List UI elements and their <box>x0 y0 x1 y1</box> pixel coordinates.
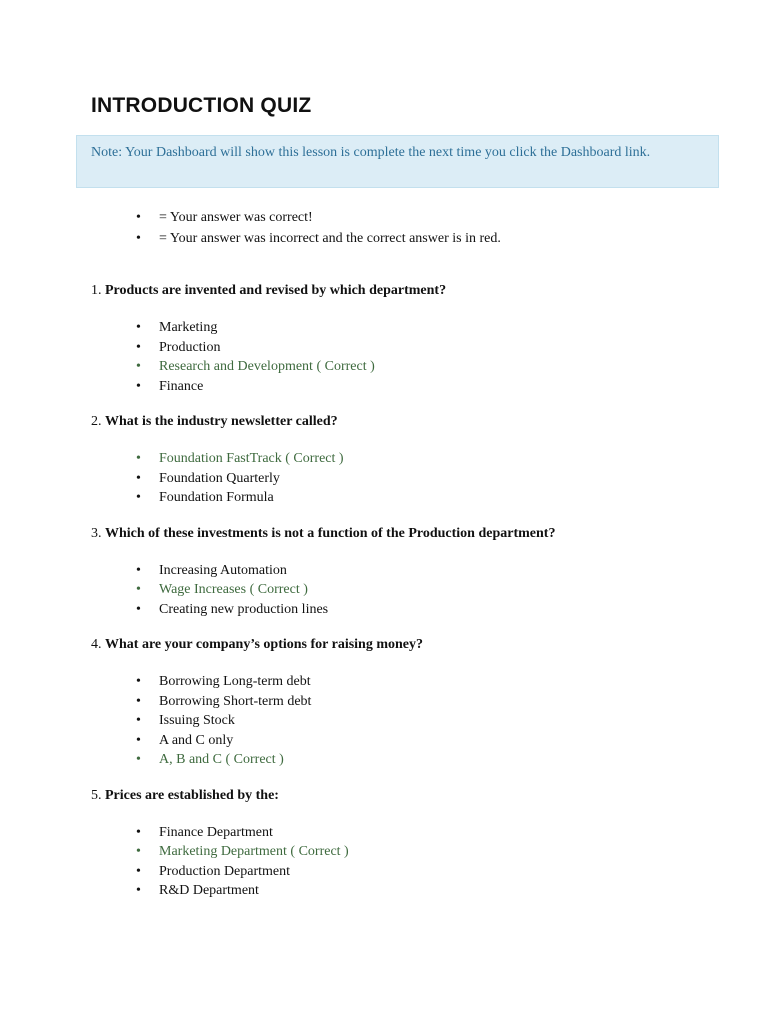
bullet-icon: • <box>136 863 141 879</box>
answer-options <box>91 561 731 620</box>
bullet-icon: • <box>136 883 141 898</box>
question-text: What are your company’s options for raising money? <box>105 637 423 652</box>
question-2 <box>91 412 731 432</box>
question-number: 1. <box>91 283 102 298</box>
answer-option <box>136 600 731 620</box>
quiz-questions <box>91 281 731 917</box>
bullet-icon: • <box>136 752 141 767</box>
answer-option <box>136 469 731 489</box>
option-label: Wage Increases ( Correct ) <box>159 582 308 597</box>
bullet-icon: • <box>136 451 141 466</box>
option-label: Foundation FastTrack ( Correct ) <box>159 451 344 466</box>
option-label: Increasing Automation <box>159 562 287 578</box>
option-label: Finance <box>159 378 204 394</box>
option-label: A, B and C ( Correct ) <box>159 752 284 767</box>
answer-option <box>136 881 731 901</box>
option-label: Marketing <box>159 320 218 335</box>
answer-option-correct <box>136 449 731 469</box>
legend-item-incorrect <box>136 228 501 249</box>
question-number: 2. <box>91 414 102 429</box>
answer-options <box>91 672 731 770</box>
option-label: R&D Department <box>159 883 259 898</box>
option-label: Foundation Formula <box>159 490 274 505</box>
answer-option <box>136 731 731 751</box>
answer-option-correct <box>136 750 731 770</box>
answer-options <box>91 823 731 901</box>
legend-text: = Your answer was incorrect and the correct answer is in red. <box>159 231 501 246</box>
question-4 <box>91 635 731 655</box>
bullet-icon: • <box>136 674 141 689</box>
option-label: Marketing Department ( Correct ) <box>159 844 349 859</box>
dashboard-note: Note: Your Dashboard will show this lesson is complete the next time you click the Dashboard link. <box>76 135 719 188</box>
question-number: 4. <box>91 637 102 652</box>
answer-option <box>136 711 731 731</box>
question-number: 3. <box>91 525 102 541</box>
option-label: A and C only <box>159 732 234 748</box>
option-label: Production <box>159 339 221 355</box>
option-label: Issuing Stock <box>159 713 235 728</box>
answer-option <box>136 561 731 581</box>
bullet-icon: • <box>136 359 141 374</box>
answer-option-correct <box>136 580 731 600</box>
bullet-icon: • <box>136 713 141 728</box>
answer-option <box>136 862 731 882</box>
answer-option <box>136 338 731 358</box>
page-title: INTRODUCTION QUIZ <box>91 94 312 117</box>
question-text: Prices are established by the: <box>105 787 279 803</box>
question-5 <box>91 786 731 806</box>
bullet-icon: • <box>136 562 141 578</box>
answer-option <box>136 488 731 508</box>
bullet-icon: • <box>136 601 141 617</box>
question-text: Which of these investments is not a function of the Production department? <box>105 525 556 541</box>
option-label: Creating new production lines <box>159 601 329 617</box>
legend-text: = Your answer was correct! <box>159 210 313 225</box>
option-label: Borrowing Short-term debt <box>159 693 312 709</box>
question-1 <box>91 281 731 301</box>
answer-options <box>91 449 731 508</box>
question-text: What is the industry newsletter called? <box>105 414 338 429</box>
bullet-icon: • <box>136 470 141 486</box>
bullet-icon: • <box>136 320 141 335</box>
option-label: Borrowing Long-term debt <box>159 674 311 689</box>
bullet-icon: • <box>136 732 141 748</box>
answer-options <box>91 318 731 396</box>
option-label: Research and Development ( Correct ) <box>159 359 375 374</box>
answer-option <box>136 692 731 712</box>
answer-option <box>136 672 731 692</box>
question-text: Products are invented and revised by which department? <box>105 283 447 298</box>
option-label: Foundation Quarterly <box>159 470 280 486</box>
legend-item-correct <box>136 207 501 228</box>
bullet-icon: • <box>136 490 141 505</box>
bullet-icon: • <box>136 693 141 709</box>
answer-option <box>136 377 731 397</box>
answer-option <box>136 318 731 338</box>
answer-legend <box>136 207 501 249</box>
question-number: 5. <box>91 787 102 803</box>
question-3 <box>91 524 731 544</box>
bullet-icon: • <box>136 210 141 225</box>
answer-option <box>136 823 731 843</box>
bullet-icon: • <box>136 231 141 246</box>
bullet-icon: • <box>136 378 141 394</box>
answer-option-correct <box>136 842 731 862</box>
bullet-icon: • <box>136 339 141 355</box>
option-label: Production Department <box>159 863 291 879</box>
answer-option-correct <box>136 357 731 377</box>
bullet-icon: • <box>136 824 141 840</box>
bullet-icon: • <box>136 582 141 597</box>
bullet-icon: • <box>136 844 141 859</box>
option-label: Finance Department <box>159 824 273 840</box>
